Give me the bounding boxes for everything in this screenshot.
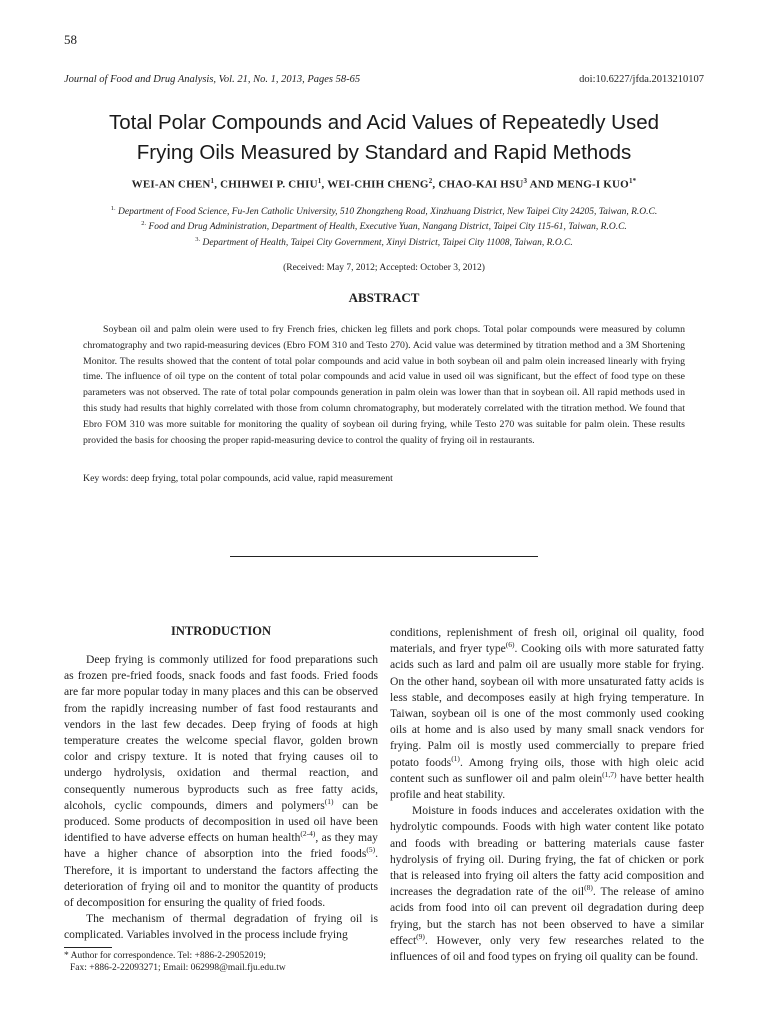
author-affiliation-marker: 1*	[628, 177, 637, 185]
intro-paragraph-continued	[390, 625, 704, 803]
section-divider	[230, 556, 538, 557]
text-run: . Therefore, it is important to understand the factors affecting the deterioration of frying oil and to monitor the quantity of products of decomposition for ensuring the quality of fried foods.	[64, 847, 378, 910]
citation-marker: (6)	[505, 640, 515, 650]
page-number: 58	[64, 32, 77, 47]
affiliation-marker: 1.	[110, 205, 116, 212]
affiliation-3	[40, 236, 728, 248]
author-separator: ,	[214, 178, 221, 191]
author-name: WEI-CHIH CHENG	[327, 178, 429, 191]
title-line-2: Frying Oils Measured by Standard and Rapid Methods	[136, 141, 632, 164]
author-separator: ,	[321, 178, 328, 191]
affiliation-marker: 2.	[141, 220, 147, 227]
intro-paragraph-2	[64, 911, 378, 943]
correspondence-footnote	[64, 950, 286, 974]
intro-paragraph-3	[390, 803, 704, 965]
footnote-divider	[64, 947, 112, 948]
author-name: CHIHWEI P. CHIU	[220, 178, 318, 191]
author-affiliation-marker: 2	[428, 177, 433, 185]
abstract-text: Soybean oil and palm olein were used to fry French fries, chicken leg fillets and pork chops. Total polar compounds were measured by column chromatography and two rapid-measuring devices (Ebro FOM 310 and Testo 270). Acid value was determined by titration method and a 3M Shortening Monitor. The results showed that the content of total polar compounds and acid value in both soybean oil and palm olein increased linearly with frying time. The influence of oil type on the content of total polar compounds and acid value in used oil was significant, but the effect of food type on these parameters was not observed. The rate of total polar compounds generation in palm olein was lower than that in soybean oil. All rapid methods used in this study had results that highly correlated with those from column chromatography, but moderately correlated with the titration method. We found that Ebro FOM 310 was more suitable for monitoring the quality of soybean oil during frying, while Testo 270 was suitable for palm olein. These results provided the basis for choosing the proper rapid-measuring device to control the quality of frying oil in restaurants.	[83, 324, 685, 446]
intro-paragraph-1	[64, 652, 378, 911]
citation-marker: (2-4)	[300, 829, 316, 839]
text-run: . Among frying oils, those with high oleic acid content such as sunflower oil and palm olein	[390, 755, 705, 785]
affiliation-text: Department of Health, Taipei City Government, Xinyi District, Taipei City 11008, Taiwan, R.O.C.	[202, 238, 573, 249]
author-name: WEI-AN CHEN	[131, 178, 211, 191]
introduction-heading: INTRODUCTION	[170, 624, 271, 638]
author-separator: AND	[527, 178, 557, 191]
author-name: MENG-I KUO	[556, 178, 629, 191]
text-run: . Cooking oils with more saturated fatty acids such as lard and palm oil are usually more stable for frying. On the other hand, soybean oil with more unsaturated fatty acids is less stable, and decomposes easily at high frying temperature. In Taiwan, soybean oil is one of the most commonly used cooking oils at home and is also used by many small snack vendors for frying. Palm oil is mostly used commercially to prepare fried potato foods	[390, 642, 704, 769]
left-column	[64, 652, 378, 944]
footnote-line-2: Fax: +886-2-22093271; Email: 062998@mail.fju.edu.tw	[70, 963, 286, 973]
affiliation-1	[40, 205, 728, 217]
text-run: . However, only very few researches related to the influences of oil and food types on frying oil quality can be found.	[390, 933, 704, 964]
author-separator: ,	[432, 178, 439, 191]
text-run: , as they may have a higher chance of absorption into the fried foods	[64, 831, 378, 861]
author-affiliation-marker: 1	[317, 177, 322, 185]
author-name: CHAO-KAI HSU	[438, 178, 524, 191]
abstract-heading: ABSTRACT	[348, 290, 420, 305]
doi: doi:10.6227/jfda.2013210107	[579, 74, 704, 85]
text-run: conditions, replenishment of fresh oil, original oil quality, food materials, and fryer type	[390, 626, 704, 656]
text-run: have better health profile and heat stability.	[390, 771, 705, 802]
citation-marker: (1)	[451, 753, 460, 763]
citation-marker: (1,7)	[602, 769, 617, 779]
affiliation-text: Food and Drug Administration, Department of Health, Executive Yuan, Nangang District, Taipei City 115-61, Taiwan, R.O.C.	[148, 222, 627, 233]
affiliation-marker: 3.	[195, 236, 201, 243]
text-run: Moisture in foods induces and accelerates oxidation with the hydrolytic compounds. Foods with high water content like potato and foods with breading or battering materials cause faster hydrolysis of frying oil. During frying, the fat of chicken or pork that is released into frying oil alters the fatty acid composition and increases the degradation rate of the oil	[390, 804, 704, 899]
citation-marker: (1)	[324, 796, 334, 806]
affiliation-2	[40, 220, 728, 232]
author-affiliation-marker: 3	[523, 177, 528, 185]
title-line-1: Total Polar Compounds and Acid Values of Repeatedly Used	[108, 111, 660, 134]
citation-marker: (5)	[366, 845, 376, 855]
received-dates: (Received: May 7, 2012; Accepted: October 3, 2012)	[283, 263, 485, 273]
keywords: Key words: deep frying, total polar compounds, acid value, rapid measurement	[83, 473, 393, 484]
text-run: . The release of amino acids from food into oil can prevent oil degradation during deep frying, but the starch has not been observed to have a similar effect	[390, 885, 704, 947]
footnote-line-1: * Author for correspondence. Tel: +886-2-29052019;	[64, 951, 266, 961]
citation-marker: (8)	[584, 883, 593, 893]
paper-title	[40, 108, 728, 168]
text-run: The mechanism of thermal degradation of frying oil is complicated. Variables involved in the process include frying	[64, 912, 378, 942]
text-run: can be produced. Some products of decomposition in used oil have been identified to have adverse effects on human health	[64, 798, 378, 845]
author-affiliation-marker: 1	[210, 177, 215, 185]
right-column	[390, 625, 704, 965]
author-list	[40, 177, 728, 191]
citation-marker: (9)	[416, 932, 425, 941]
affiliation-text: Department of Food Science, Fu-Jen Catholic University, 510 Zhongzheng Road, Xinzhuang District, New Taipei City 24205, Taiwan, R.O.C.	[118, 207, 658, 218]
journal-citation: Journal of Food and Drug Analysis, Vol. 21, No. 1, 2013, Pages 58-65	[64, 74, 361, 85]
text-run: Deep frying is commonly utilized for food preparations such as frozen pre-fried foods, snack foods and fast foods. Fried foods are far more popular today in many places and this can be observed from the rapidly increasing number of fast food restaurants and vendors in the last few decades. Deep frying of foods at high temperature creates the welcome special flavor, golden brown color and crispy texture. It is noted that frying causes oil to undergo hydrolysis, oxidation and thermal reaction, and consequently numerous byproducts such as free fatty acids, alcohols, cyclic compounds, dimers and polymers	[64, 653, 378, 812]
